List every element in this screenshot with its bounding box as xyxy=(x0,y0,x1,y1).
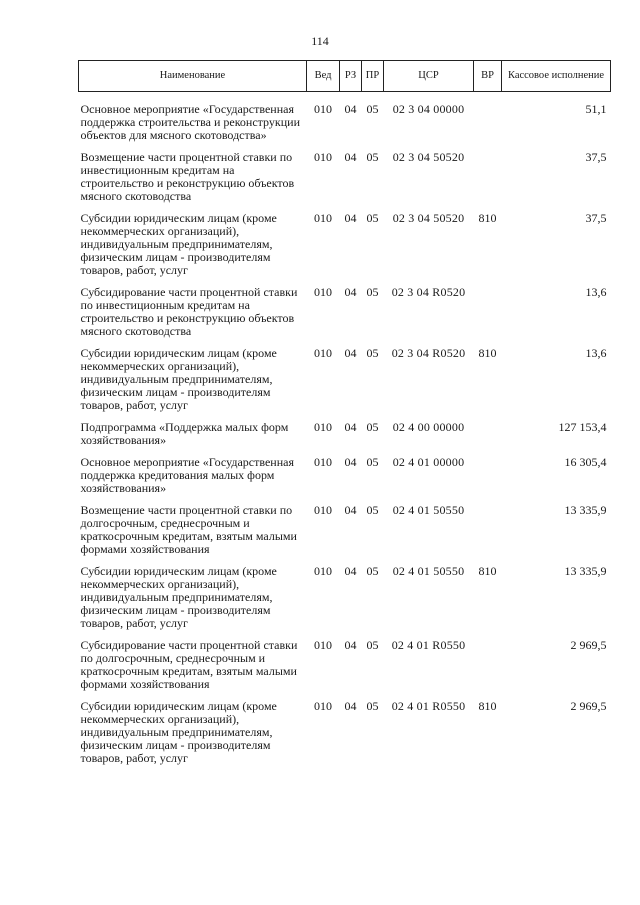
row-name: Субсидии юридическим лицам (кроме некоммерческих организаций), индивидуальным предпринимателям, физическим лицам - производителям товаров, работ, услуг xyxy=(80,346,277,412)
table-row xyxy=(79,698,611,772)
row-amount: 13,6 xyxy=(585,346,607,360)
row-rz: 04 xyxy=(344,503,357,517)
table-header xyxy=(79,61,611,92)
row-rz: 04 xyxy=(344,285,357,299)
page-number: 114 xyxy=(311,34,329,48)
row-ved: 010 xyxy=(314,285,332,299)
header-csr: ЦСР xyxy=(384,61,474,92)
row-csr: 02 3 04 50520 xyxy=(392,150,465,164)
row-vr xyxy=(474,149,502,210)
row-pr: 05 xyxy=(366,699,379,713)
table-row xyxy=(79,419,611,454)
table-row xyxy=(79,92,611,150)
row-pr: 05 xyxy=(366,211,379,225)
row-rz: 04 xyxy=(344,102,357,116)
row-pr: 05 xyxy=(366,285,379,299)
row-name: Возмещение части процентной ставки по инвестиционным кредитам на строительство и реконструкцию объектов мясного скотоводства xyxy=(80,150,295,203)
row-pr: 05 xyxy=(366,503,379,517)
row-name: Основное мероприятие «Государственная поддержка кредитования малых форм хозяйствования» xyxy=(80,455,294,495)
row-rz: 04 xyxy=(344,699,357,713)
row-csr: 02 4 00 00000 xyxy=(392,420,465,434)
row-csr: 02 4 01 00000 xyxy=(392,455,465,469)
row-amount: 37,5 xyxy=(585,211,607,225)
budget-table xyxy=(78,60,611,772)
row-name: Возмещение части процентной ставки по долгосрочным, среднесрочным и краткосрочным кредитам, взятым малыми формами хозяйствования xyxy=(80,503,297,556)
row-vr xyxy=(474,454,502,502)
row-ved: 010 xyxy=(314,638,332,652)
row-csr: 02 3 04 50520 xyxy=(392,211,465,225)
row-vr xyxy=(474,284,502,345)
row-pr: 05 xyxy=(366,564,379,578)
header-name: Наименование xyxy=(79,61,307,92)
row-pr: 05 xyxy=(366,102,379,116)
row-pr: 05 xyxy=(366,346,379,360)
row-rz: 04 xyxy=(344,564,357,578)
table-row xyxy=(79,210,611,284)
row-vr: 810 xyxy=(478,699,497,713)
row-amount: 13,6 xyxy=(585,285,607,299)
row-name: Основное мероприятие «Государственная поддержка строительства и реконструкции объектов для мясного скотоводства» xyxy=(80,102,300,142)
row-name: Подпрограмма «Поддержка малых форм хозяйствования» xyxy=(80,420,289,447)
row-pr: 05 xyxy=(366,150,379,164)
row-rz: 04 xyxy=(344,455,357,469)
row-rz: 04 xyxy=(344,420,357,434)
table-row xyxy=(79,454,611,502)
row-vr xyxy=(474,92,502,150)
header-ved: Вед xyxy=(307,61,340,92)
table-row xyxy=(79,563,611,637)
header-pr: ПР xyxy=(362,61,384,92)
row-ved: 010 xyxy=(314,455,332,469)
table-body xyxy=(79,92,611,773)
row-amount: 16 305,4 xyxy=(564,455,607,469)
table-row xyxy=(79,637,611,698)
row-pr: 05 xyxy=(366,455,379,469)
row-csr: 02 3 04 00000 xyxy=(392,102,465,116)
row-name: Субсидирование части процентной ставки по долгосрочным, среднесрочным и краткосрочным кредитам, взятым малыми формами хозяйствования xyxy=(80,638,298,691)
row-ved: 010 xyxy=(314,211,332,225)
row-ved: 010 xyxy=(314,699,332,713)
row-vr xyxy=(474,502,502,563)
row-amount: 51,1 xyxy=(585,102,607,116)
row-amount: 2 969,5 xyxy=(570,699,607,713)
row-vr: 810 xyxy=(478,564,497,578)
row-ved: 010 xyxy=(314,102,332,116)
row-pr: 05 xyxy=(366,420,379,434)
row-csr: 02 3 04 R0520 xyxy=(391,346,466,360)
row-ved: 010 xyxy=(314,346,332,360)
row-rz: 04 xyxy=(344,638,357,652)
table-row xyxy=(79,149,611,210)
row-csr: 02 4 01 50550 xyxy=(392,503,465,517)
table-row xyxy=(79,345,611,419)
row-ved: 010 xyxy=(314,564,332,578)
row-name: Субсидии юридическим лицам (кроме некоммерческих организаций), индивидуальным предпринимателям, физическим лицам - производителям товаров, работ, услуг xyxy=(80,211,277,277)
row-amount: 2 969,5 xyxy=(570,638,607,652)
row-csr: 02 4 01 R0550 xyxy=(391,699,466,713)
row-amount: 13 335,9 xyxy=(564,503,607,517)
row-ved: 010 xyxy=(314,150,332,164)
table-row xyxy=(79,284,611,345)
row-name: Субсидирование части процентной ставки по инвестиционным кредитам на строительство и реконструкцию объектов мясного скотоводства xyxy=(80,285,298,338)
row-ved: 010 xyxy=(314,503,332,517)
row-name: Субсидии юридическим лицам (кроме некоммерческих организаций), индивидуальным предпринимателям, физическим лицам - производителям товаров, работ, услуг xyxy=(80,699,277,765)
header-vr: ВР xyxy=(474,61,502,92)
row-vr xyxy=(474,419,502,454)
row-amount: 127 153,4 xyxy=(558,420,607,434)
table-row xyxy=(79,502,611,563)
row-csr: 02 4 01 50550 xyxy=(392,564,465,578)
row-rz: 04 xyxy=(344,211,357,225)
row-csr: 02 3 04 R0520 xyxy=(391,285,466,299)
header-amount: Кассовое исполнение xyxy=(502,61,611,92)
row-vr: 810 xyxy=(478,211,497,225)
header-rz: РЗ xyxy=(340,61,362,92)
row-pr: 05 xyxy=(366,638,379,652)
row-vr xyxy=(474,637,502,698)
row-vr: 810 xyxy=(478,346,497,360)
row-amount: 37,5 xyxy=(585,150,607,164)
row-name: Субсидии юридическим лицам (кроме некоммерческих организаций), индивидуальным предпринимателям, физическим лицам - производителям товаров, работ, услуг xyxy=(80,564,277,630)
row-amount: 13 335,9 xyxy=(564,564,607,578)
row-rz: 04 xyxy=(344,150,357,164)
row-csr: 02 4 01 R0550 xyxy=(391,638,466,652)
row-ved: 010 xyxy=(314,420,332,434)
row-rz: 04 xyxy=(344,346,357,360)
